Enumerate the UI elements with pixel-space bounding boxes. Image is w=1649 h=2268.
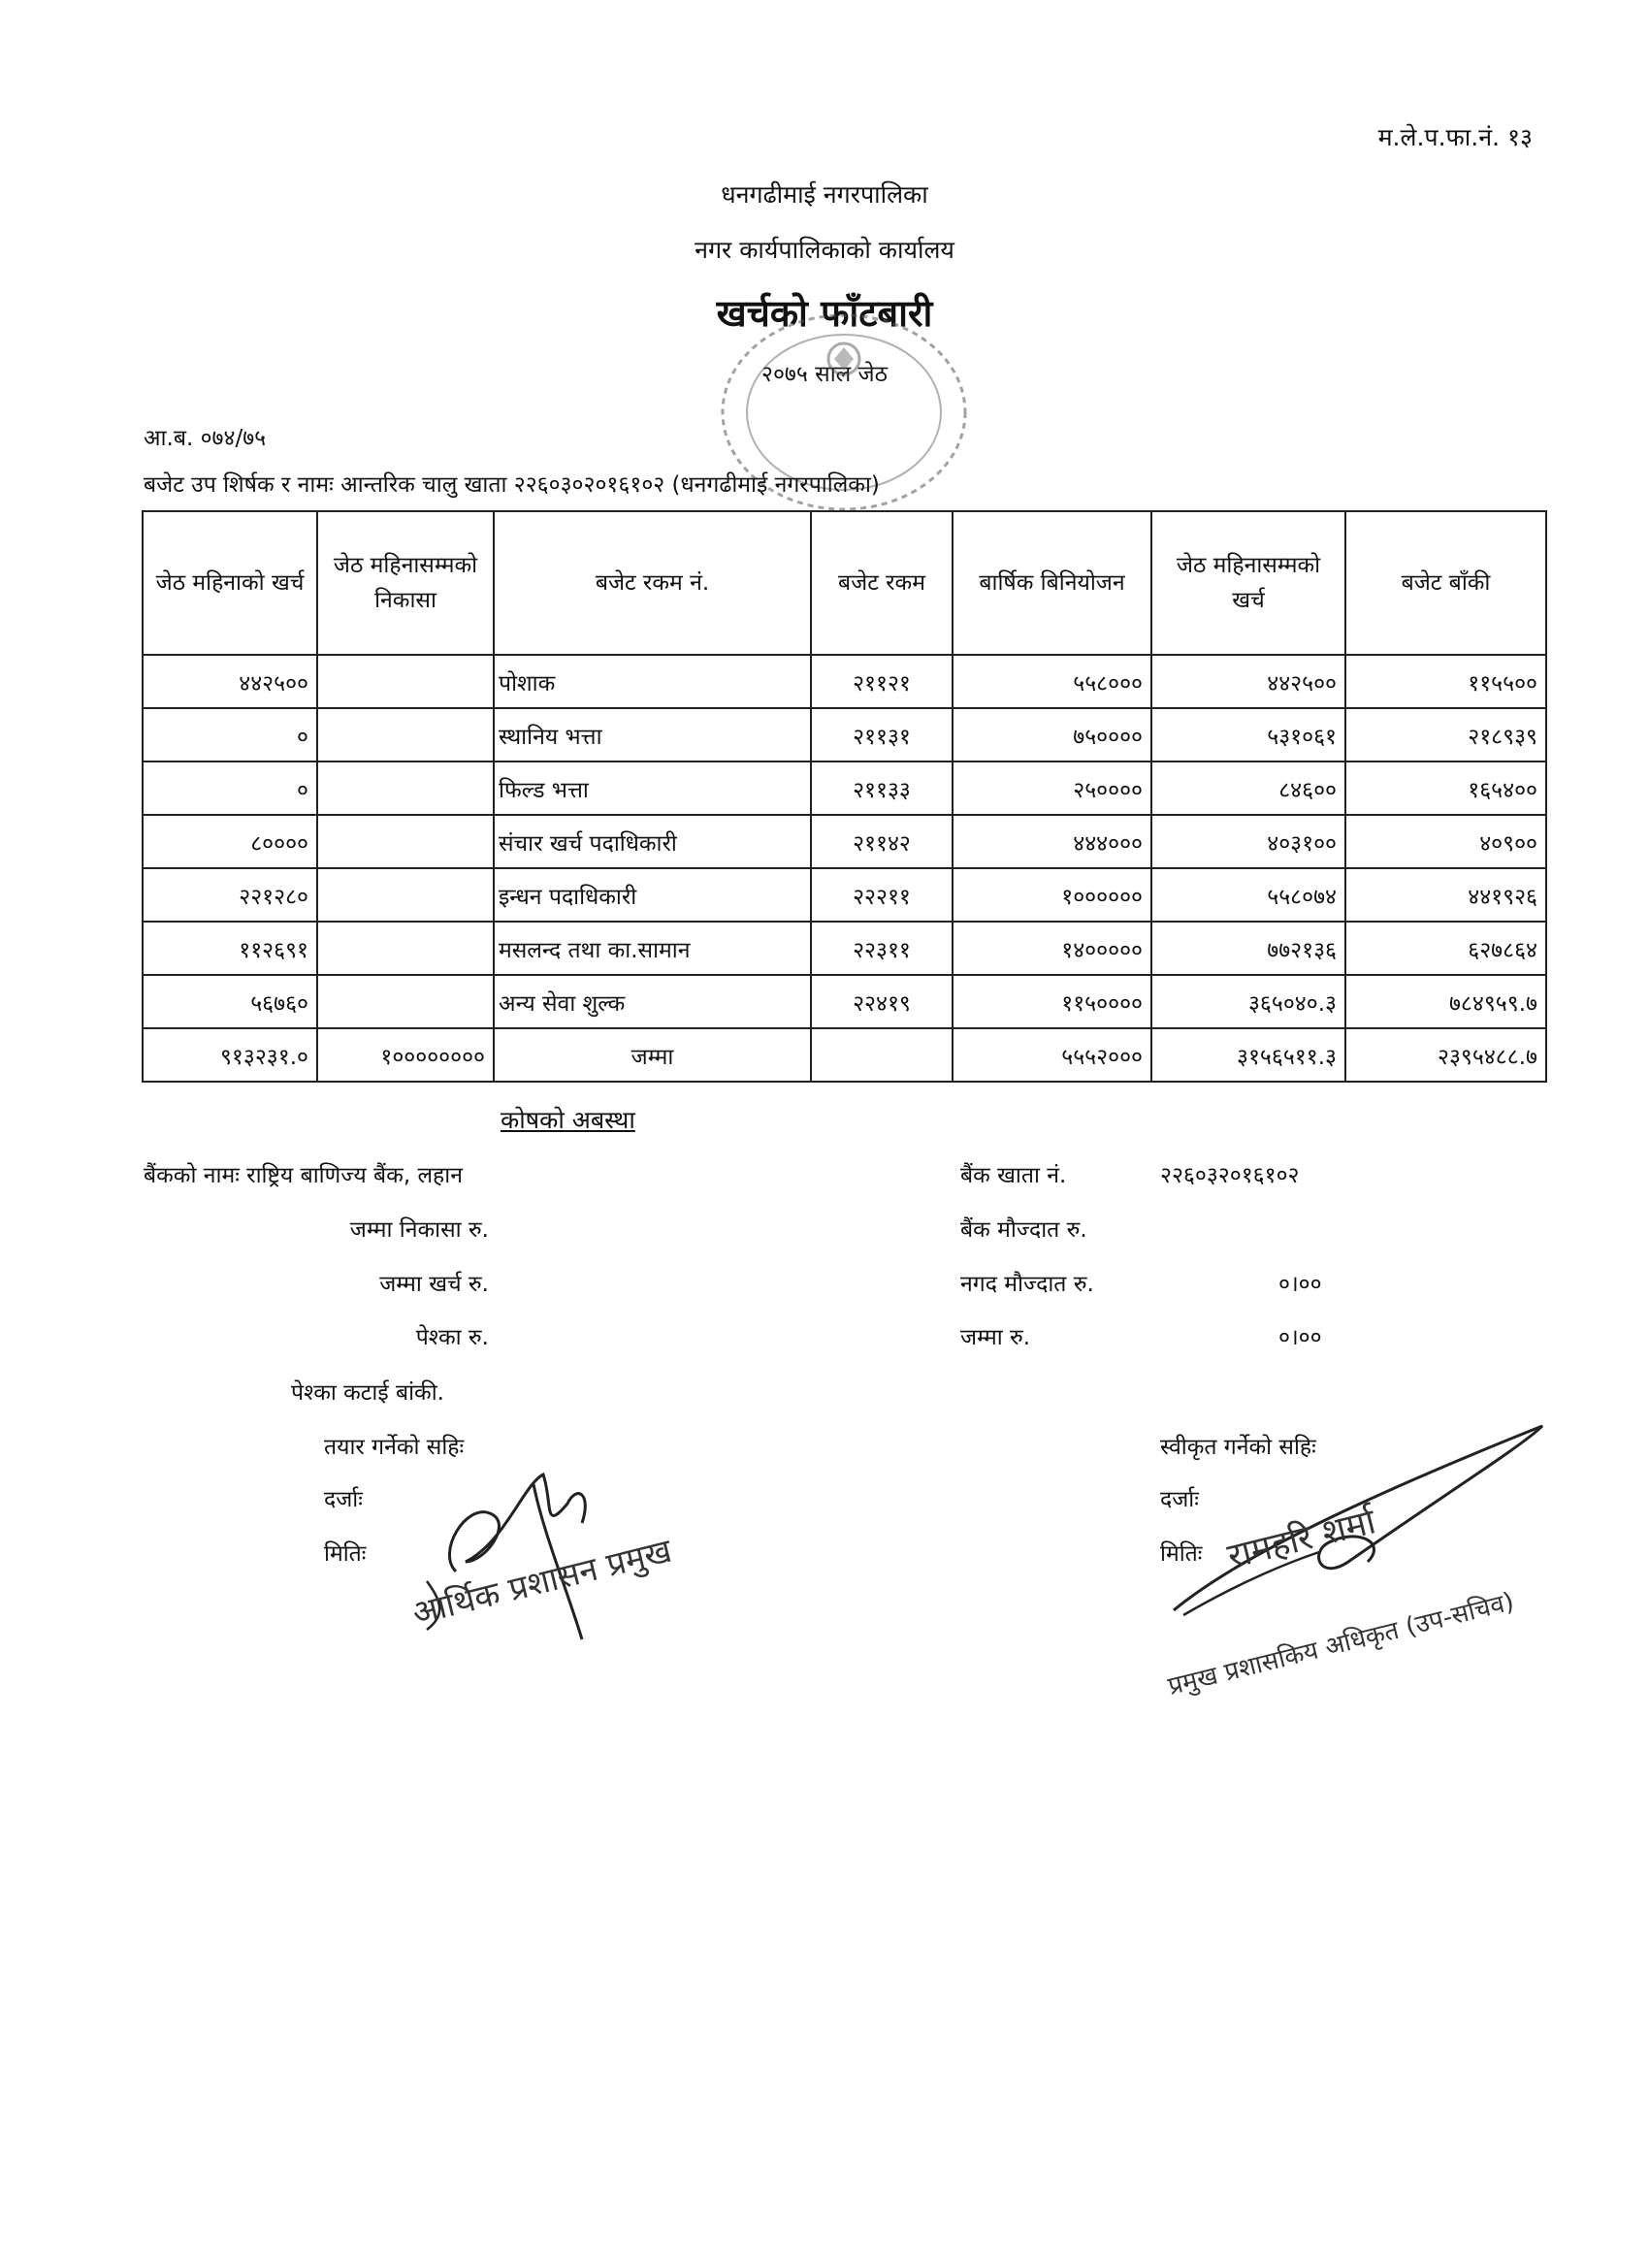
approved-date-label: मितिः <box>1160 1541 1203 1567</box>
cell-cumulative-expense: ५३१०६१ <box>1151 708 1345 761</box>
cell-budget-remaining: २१८९३९ <box>1345 708 1546 761</box>
report-period: २०७५ साल जेठ <box>761 362 888 387</box>
col-header-annual-allocation: बार्षिक बिनियोजन <box>953 511 1151 655</box>
budget-subheading: बजेट उप शिर्षक र नामः आन्तरिक चालु खाता २२६०३०२०१६१०२ (धनगढीमाई नगरपालिका) <box>144 472 880 498</box>
expense-table <box>142 510 1547 1083</box>
fiscal-year: आ.ब. ०७४/७५ <box>144 426 267 451</box>
cell-budget-title: इन्धन पदाधिकारी <box>494 868 811 922</box>
table-row <box>143 975 1546 1028</box>
cell-budget-title: अन्य सेवा शुल्क <box>494 975 811 1028</box>
total-release-label: जम्मा निकासा रु. <box>349 1217 489 1243</box>
cell-budget-code: २२३११ <box>811 922 953 975</box>
cell-budget-title: पोशाक <box>494 655 811 708</box>
table-row <box>143 761 1546 815</box>
table-total-row <box>143 1028 1546 1082</box>
bank-balance-label: बैंक मौज्दात रु. <box>960 1217 1087 1243</box>
cell-month-expense: ५६७६० <box>143 975 317 1028</box>
advance-label: पेश्का रु. <box>415 1325 489 1350</box>
total-month-expense: ९१३२३१.० <box>143 1028 317 1082</box>
cell-budget-code: २११३१ <box>811 708 953 761</box>
cell-annual-allocation: ७५०००० <box>953 708 1151 761</box>
cell-month-expense: ८०००० <box>143 815 317 868</box>
cell-budget-title: स्थानिय भत्ता <box>494 708 811 761</box>
prepared-rank-label: दर्जाः <box>324 1487 363 1512</box>
cell-cumulative-expense: ४४२५०० <box>1151 655 1345 708</box>
total-label: जम्मा <box>494 1028 811 1082</box>
total-budget-code <box>811 1028 953 1082</box>
cell-annual-allocation: ११५०००० <box>953 975 1151 1028</box>
cell-month-expense: ० <box>143 761 317 815</box>
col-header-budget-code: बजेट रकम नं. <box>494 511 811 655</box>
cell-month-expense: २२१२८० <box>143 868 317 922</box>
cell-cumulative-expense: ७७२१३६ <box>1151 922 1345 975</box>
table-row <box>143 922 1546 975</box>
table-header-row <box>143 511 1546 655</box>
cash-balance-label: नगद मौज्दात रु. <box>960 1272 1094 1297</box>
cell-budget-code: २२४१९ <box>811 975 953 1028</box>
cell-cumulative-expense: ३६५०४०.३ <box>1151 975 1345 1028</box>
cell-budget-remaining: ११५५०० <box>1345 655 1546 708</box>
total-cumulative-expense: ३१५६५११.३ <box>1151 1028 1345 1082</box>
cell-budget-title: फिल्ड भत्ता <box>494 761 811 815</box>
cell-release <box>317 655 494 708</box>
approved-by-label: स्वीकृत गर्नेको सहिः <box>1160 1435 1316 1460</box>
bank-account-value: २२६०३२०१६१०२ <box>1160 1163 1300 1188</box>
cell-release <box>317 761 494 815</box>
cell-annual-allocation: १४००००० <box>953 922 1151 975</box>
total-budget-remaining: २३९५४८८.७ <box>1345 1028 1546 1082</box>
grand-total-label: जम्मा रु. <box>960 1325 1031 1350</box>
page-title: खर्चको फाँटबारी <box>716 292 933 335</box>
cell-budget-remaining: ४०९०० <box>1345 815 1546 868</box>
cell-budget-code: २११३३ <box>811 761 953 815</box>
office-name: नगर कार्यपालिकाको कार्यालय <box>695 236 954 264</box>
prepared-by-label: तयार गर्नेको सहिः <box>324 1435 465 1460</box>
table-row <box>143 868 1546 922</box>
cell-cumulative-expense: ४०३१०० <box>1151 815 1345 868</box>
cell-budget-code: २११४२ <box>811 815 953 868</box>
cell-release <box>317 868 494 922</box>
cell-release <box>317 815 494 868</box>
form-number: म.ले.प.फा.नं. १३ <box>1377 123 1533 151</box>
col-header-month-expense: जेठ महिनाको खर्च <box>143 511 317 655</box>
total-release: १०००००००० <box>317 1028 494 1082</box>
col-header-cumulative-release: जेठ महिनासम्मको निकासा <box>317 511 494 655</box>
cell-release <box>317 975 494 1028</box>
bank-name: बैंकको नामः राष्ट्रिय बाणिज्य बैंक, लहान <box>144 1163 463 1188</box>
cell-month-expense: ११२६९१ <box>143 922 317 975</box>
cell-release <box>317 708 494 761</box>
cell-budget-title: मसलन्द तथा का.सामान <box>494 922 811 975</box>
bank-account-label: बैंक खाता नं. <box>960 1163 1067 1188</box>
right-signature-name-stamp: रामहरि शर्मा <box>1223 1502 1380 1577</box>
cell-annual-allocation: ५५८००० <box>953 655 1151 708</box>
cell-budget-remaining: ६२७८६४ <box>1345 922 1546 975</box>
cell-annual-allocation: २५०००० <box>953 761 1151 815</box>
cell-cumulative-expense: ५५८०७४ <box>1151 868 1345 922</box>
cell-budget-code: २११२१ <box>811 655 953 708</box>
org-name: धनगढीमाई नगरपालिका <box>721 180 928 209</box>
cell-budget-code: २२२११ <box>811 868 953 922</box>
approved-rank-label: दर्जाः <box>1160 1487 1199 1512</box>
cell-budget-remaining: ४४१९२६ <box>1345 868 1546 922</box>
col-header-budget-amount: बजेट रकम <box>811 511 953 655</box>
office-seal-stamp <box>698 301 989 534</box>
cell-month-expense: ० <box>143 708 317 761</box>
prepared-date-label: मितिः <box>324 1541 367 1567</box>
col-header-budget-remaining: बजेट बाँकी <box>1345 511 1546 655</box>
treasury-heading: कोषको अबस्था <box>501 1106 635 1134</box>
left-signature-stamp: आर्थिक प्रशासन प्रमुख <box>408 1531 676 1634</box>
cell-cumulative-expense: ८४६०० <box>1151 761 1345 815</box>
grand-total-value: ०।०० <box>1278 1325 1322 1350</box>
total-expense-label: जम्मा खर्च रु. <box>379 1272 489 1297</box>
table-row <box>143 815 1546 868</box>
cell-annual-allocation: १०००००० <box>953 868 1151 922</box>
cell-month-expense: ४४२५०० <box>143 655 317 708</box>
cell-release <box>317 922 494 975</box>
total-annual-allocation: ५५५२००० <box>953 1028 1151 1082</box>
cell-annual-allocation: ४४४००० <box>953 815 1151 868</box>
advance-deduction-label: पेश्का कटाई बांकी. <box>291 1380 444 1406</box>
table-row <box>143 708 1546 761</box>
right-signature-title-stamp: प्रमुख प्रशासकिय अधिकृत (उप-सचिव) <box>1165 1587 1517 1701</box>
cash-balance-value: ०।०० <box>1278 1272 1322 1297</box>
cell-budget-remaining: ७८४९५९.७ <box>1345 975 1546 1028</box>
cell-budget-title: संचार खर्च पदाधिकारी <box>494 815 811 868</box>
table-row <box>143 655 1546 708</box>
cell-budget-remaining: १६५४०० <box>1345 761 1546 815</box>
col-header-cumulative-expense: जेठ महिनासम्मको खर्च <box>1151 511 1345 655</box>
